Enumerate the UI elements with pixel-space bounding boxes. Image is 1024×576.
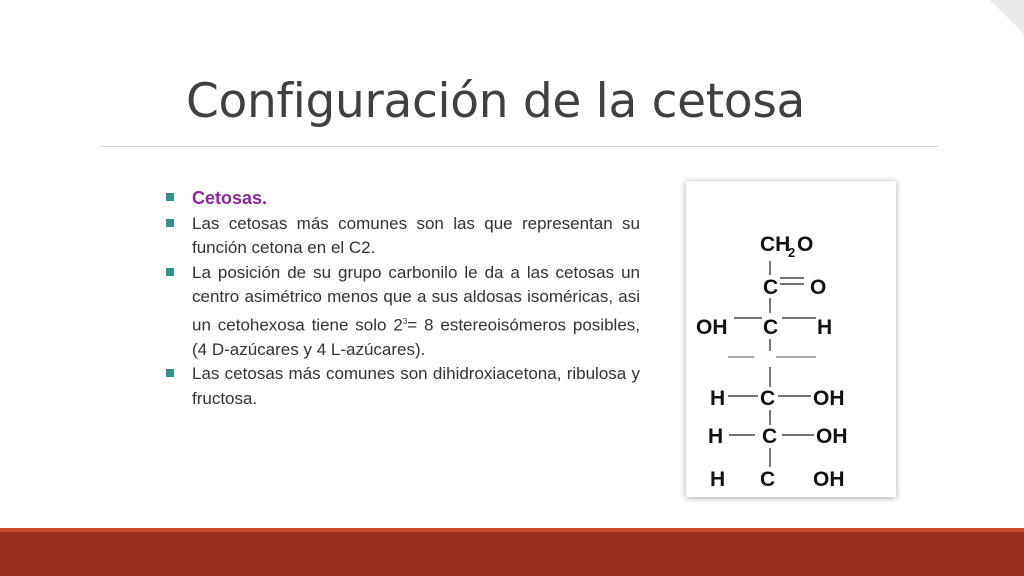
substituent-right: OH <box>816 425 848 448</box>
slide-title: Configuración de la cetosa <box>186 74 806 129</box>
square-bullet-icon <box>166 369 174 377</box>
bullet-text: La posición de su grupo carbonilo le da a las cetosas un centro asimétrico menos que a sus aldosas isoméricas, asi un cetohexosa tiene solo 2 <box>192 262 640 335</box>
carbon-4: C <box>762 425 778 448</box>
substituent-left: H <box>710 387 726 410</box>
carbonyl-oxygen: O <box>810 276 827 299</box>
substituent-left: H <box>708 425 724 448</box>
title-divider <box>100 146 938 147</box>
bullet-heading-text: Cetosas. <box>192 188 268 208</box>
substituent-right: OH <box>813 468 845 491</box>
bottom-accent-bar <box>0 528 1024 576</box>
bullet-text: = 8 estereoisómeros posibles, (4 D-azúcares y 4 L-azúcares). <box>192 315 640 359</box>
formula-o: O <box>797 233 814 256</box>
bullet-text: Las cetosas más comunes son las que representan su función cetona en el C2. <box>192 213 640 257</box>
square-bullet-icon <box>166 193 174 201</box>
carbon-2: C <box>763 316 779 339</box>
bullet-superscript: 3 <box>402 316 408 326</box>
formula-ch: CH <box>760 233 791 256</box>
formula-subscript: 2 <box>788 245 796 260</box>
bullet-text: Las cetosas más comunes son dihidroxiacetona, ribulosa y fructosa. <box>192 364 640 408</box>
substituent-left: H <box>710 468 726 491</box>
bullet-item <box>164 362 640 411</box>
substituent-right: OH <box>813 387 845 410</box>
substituent-left: OH <box>696 316 728 339</box>
bullet-item <box>164 261 640 363</box>
carbon-1: C <box>763 276 779 299</box>
carbon-3: C <box>760 387 776 410</box>
ketose-structure-diagram <box>686 181 896 497</box>
bullet-heading <box>164 186 640 212</box>
bullet-list <box>164 186 640 411</box>
carbon-5: C <box>760 468 776 491</box>
bullet-item <box>164 212 640 261</box>
square-bullet-icon <box>166 219 174 227</box>
substituent-right: H <box>817 316 833 339</box>
ketose-structure-figure <box>686 181 896 497</box>
corner-decoration <box>990 0 1024 34</box>
square-bullet-icon <box>166 268 174 276</box>
